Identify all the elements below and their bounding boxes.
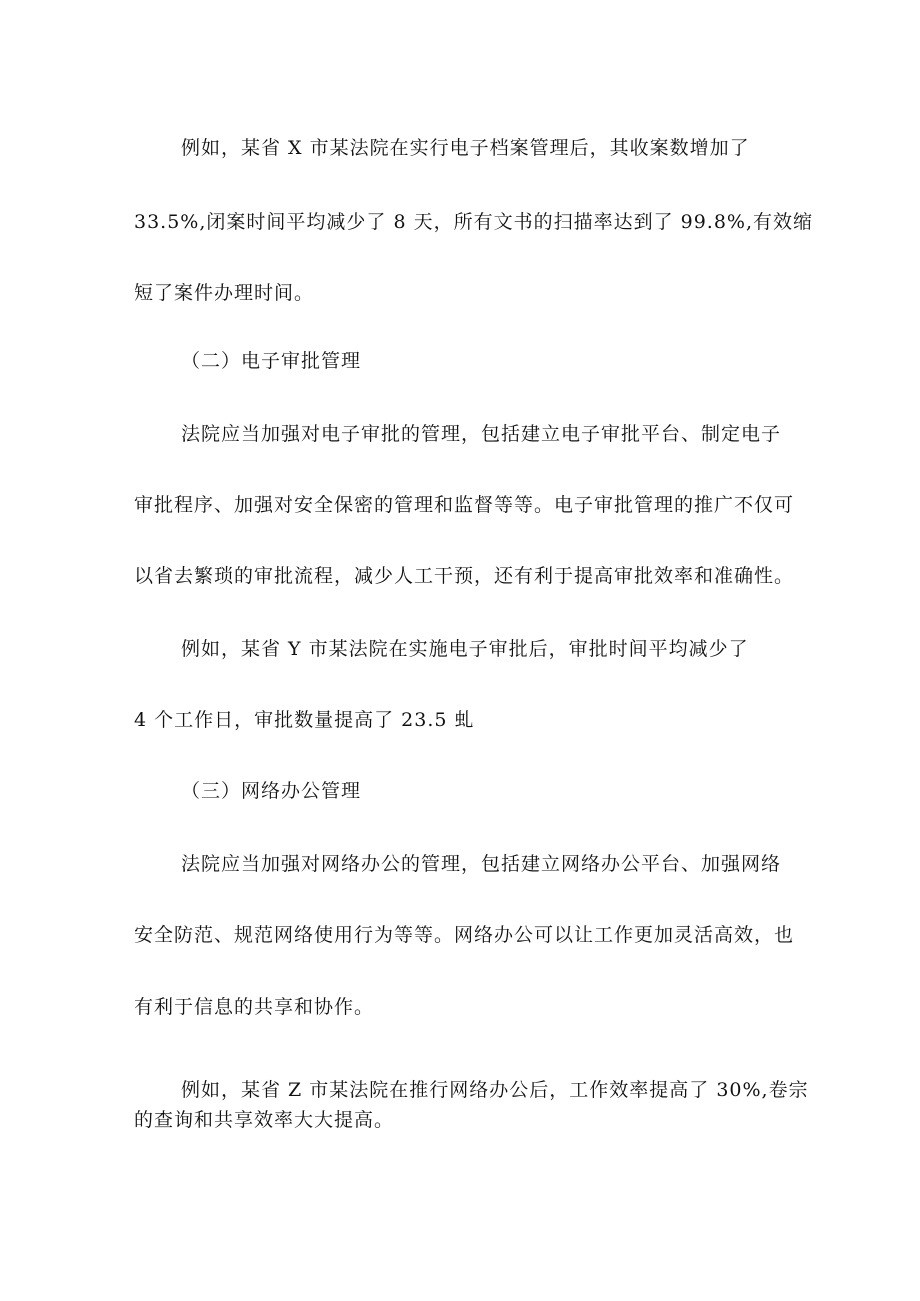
paragraph-network-line-2: 安全防范、规范网络使用行为等等。网络办公可以让工作更加灵活高效，也	[134, 924, 795, 946]
section-heading-electronic-approval: （二）电子审批管理	[181, 350, 362, 372]
paragraph-network-line-3: 有利于信息的共享和协作。	[134, 996, 375, 1018]
paragraph-example-y-line-2: 4 个工作日，审批数量提高了 23.5 虬	[134, 709, 475, 731]
paragraph-example-y-line-1: 例如，某省 Y 市某法院在实施电子审批后，审批时间平均减少了	[181, 638, 749, 660]
paragraph-approval-line-1: 法院应当加强对电子审批的管理，包括建立电子审批平台、制定电子	[181, 423, 782, 445]
paragraph-example-z-line-2: 的查询和共享效率大大提高。	[134, 1109, 395, 1131]
paragraph-approval-line-3: 以省去繁琐的审批流程，减少人工干预，还有利于提高审批效率和准确性。	[134, 565, 795, 587]
paragraph-network-line-1: 法院应当加强对网络办公的管理，包括建立网络办公平台、加强网络	[181, 853, 782, 875]
paragraph-example-z-line-1: 例如，某省 Z 市某法院在推行网络办公后，工作效率提高了 30%,卷宗	[181, 1079, 809, 1101]
paragraph-example-x-line-3: 短了案件办理时间。	[134, 282, 315, 304]
section-heading-network-office: （三）网络办公管理	[181, 780, 362, 802]
paragraph-example-x-line-2: 33.5%,闭案时间平均减少了 8 天，所有文书的扫描率达到了 99.8%,有效缩	[134, 211, 814, 233]
paragraph-example-x-line-1: 例如，某省 X 市某法院在实行电子档案管理后，其收案数增加了	[181, 137, 750, 159]
paragraph-approval-line-2: 审批程序、加强对安全保密的管理和监督等等。电子审批管理的推广不仅可	[134, 494, 795, 516]
